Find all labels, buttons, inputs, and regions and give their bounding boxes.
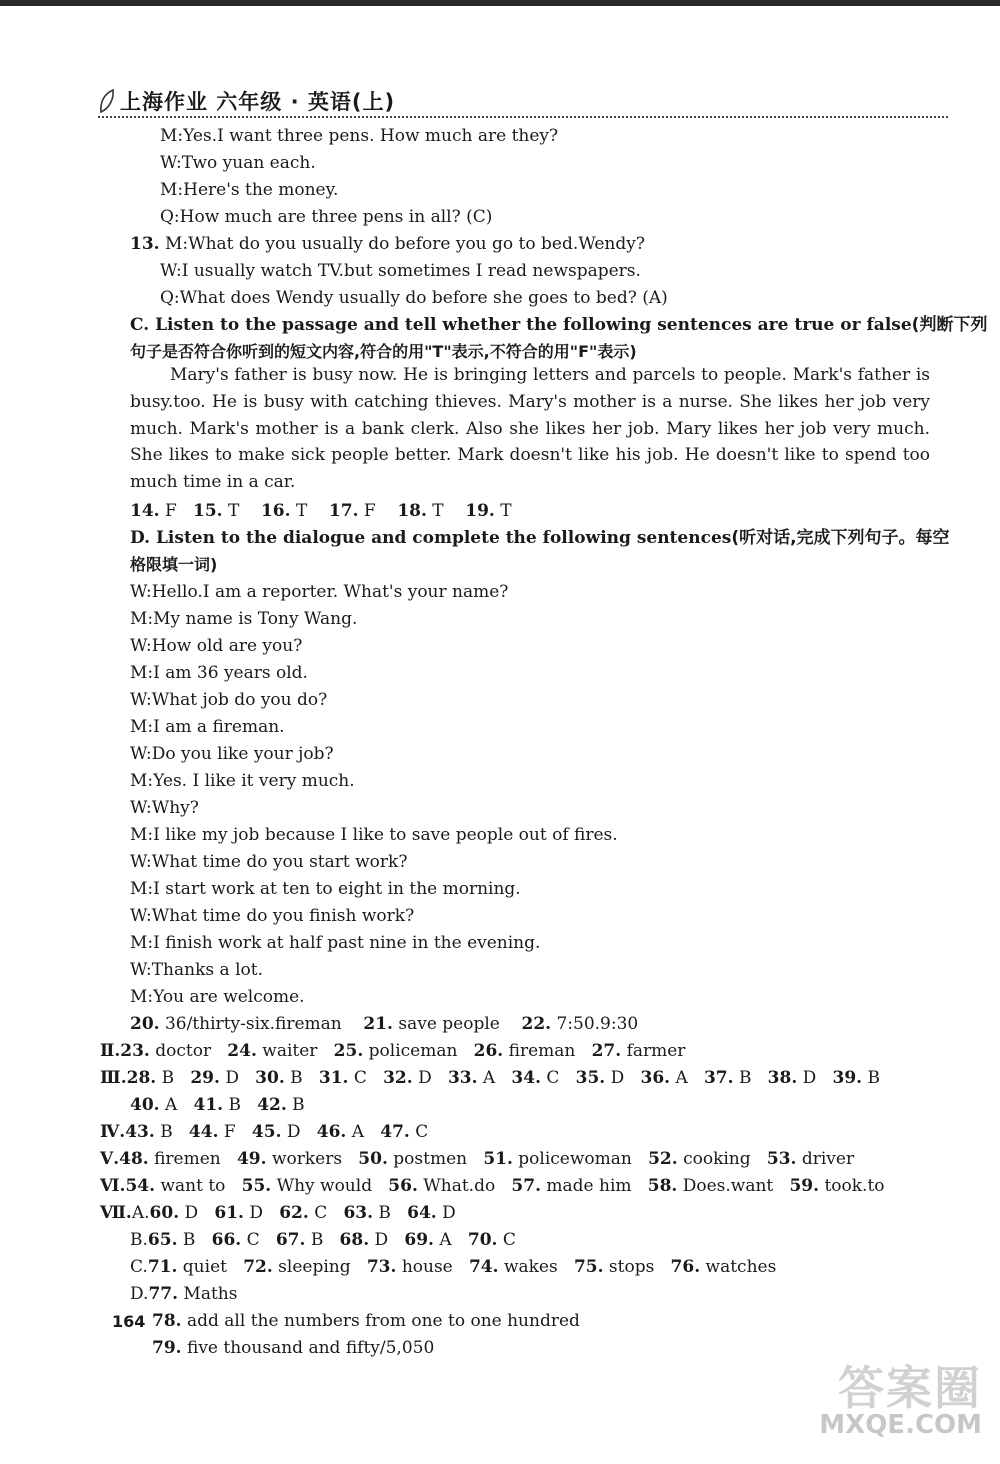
part-number: Ⅶ. bbox=[100, 1203, 132, 1223]
question-number: 35. bbox=[575, 1068, 606, 1088]
answer-value: C bbox=[546, 1068, 560, 1088]
question-number: 56. bbox=[388, 1176, 418, 1196]
part-v-answers bbox=[100, 1148, 854, 1170]
question-number: 79. bbox=[152, 1338, 182, 1358]
question-number: 61. bbox=[214, 1203, 244, 1223]
question-number: 16. bbox=[260, 501, 291, 521]
answer-value: Maths bbox=[183, 1284, 238, 1304]
answer-value: fireman bbox=[508, 1041, 576, 1061]
question-number: 38. bbox=[767, 1068, 798, 1088]
answer-value: D bbox=[184, 1203, 199, 1223]
question-number: 46. bbox=[316, 1122, 347, 1142]
answer-value: A bbox=[164, 1095, 178, 1115]
question-number: 14. bbox=[130, 501, 160, 521]
question-number: 34. bbox=[511, 1068, 541, 1088]
question-number: 30. bbox=[255, 1068, 285, 1088]
answer-value: B bbox=[867, 1068, 880, 1088]
question-number: 40. bbox=[130, 1095, 160, 1115]
question-number: 60. bbox=[149, 1203, 180, 1223]
question-number: 52. bbox=[648, 1149, 678, 1169]
question-number: 39. bbox=[832, 1068, 863, 1088]
question-number: 25. bbox=[333, 1041, 364, 1061]
answer-value: B bbox=[290, 1068, 303, 1088]
answer-value: 36/thirty-six.fireman bbox=[164, 1014, 342, 1034]
answer-value: C bbox=[246, 1230, 260, 1250]
question-number: 37. bbox=[703, 1068, 734, 1088]
answer-value: want to bbox=[160, 1176, 226, 1196]
dialogue-line: W:Why? bbox=[130, 798, 199, 818]
part-number: Ⅵ. bbox=[100, 1176, 126, 1196]
answer-value: policewoman bbox=[518, 1149, 632, 1169]
question-number: 64. bbox=[407, 1203, 437, 1223]
question-number: 57. bbox=[511, 1176, 541, 1196]
question-number: 74. bbox=[468, 1257, 499, 1277]
section-c-answers bbox=[130, 500, 512, 522]
answer-value: F bbox=[363, 501, 376, 521]
question-number: 36. bbox=[640, 1068, 671, 1088]
question-number: 17. bbox=[328, 501, 359, 521]
answer-value: B bbox=[378, 1203, 391, 1223]
answer-value: policeman bbox=[368, 1041, 458, 1061]
heading-english: C. Listen to the passage and tell whether the following sentences are true or false bbox=[130, 315, 912, 335]
answer-value: driver bbox=[801, 1149, 855, 1169]
question-number: 13. bbox=[130, 234, 160, 254]
question-number: 20. bbox=[130, 1014, 160, 1034]
dialogue-line: M:What do you usually do before you go to bed.Wendy? bbox=[164, 234, 645, 254]
question-number: 77. bbox=[148, 1284, 179, 1304]
question-number: 63. bbox=[343, 1203, 374, 1223]
passage-text: Mary's father is busy now. He is bringing letters and parcels to people. Mark's father is busy.too. He is busy with catching thieves. Mary's mother is a nurse. She likes her job very much. Mark's mother is a bank clerk. Also she likes her job. Mary likes her job very much. She likes to make sick people better. Mark doesn't like his job. He doesn't like to spend too much time in a car. bbox=[130, 365, 930, 493]
question-number: 71. bbox=[147, 1257, 178, 1277]
answer-value: B bbox=[161, 1068, 175, 1088]
answer-value: C bbox=[415, 1122, 429, 1142]
part-vii-c-answers bbox=[130, 1256, 776, 1278]
question-number: 45. bbox=[251, 1122, 282, 1142]
dialogue-line: W:What job do you do? bbox=[130, 690, 328, 710]
leaf-icon bbox=[98, 88, 116, 114]
answer-value: D bbox=[249, 1203, 263, 1223]
question-number: 69. bbox=[404, 1230, 434, 1250]
question-number: 54. bbox=[125, 1176, 156, 1196]
part-iii-answers-row2 bbox=[130, 1094, 305, 1116]
question-number: 32. bbox=[383, 1068, 413, 1088]
answer-value: A bbox=[439, 1230, 452, 1250]
answer-value: wakes bbox=[503, 1257, 558, 1277]
answer-value: sleeping bbox=[278, 1257, 351, 1277]
subpart-label: D. bbox=[130, 1284, 149, 1304]
answer-value: D bbox=[610, 1068, 625, 1088]
question-number: 15. bbox=[193, 501, 223, 521]
question-number: 31. bbox=[318, 1068, 349, 1088]
question-number: 50. bbox=[358, 1149, 388, 1169]
answer-value: D bbox=[374, 1230, 389, 1250]
answer-value: firemen bbox=[154, 1149, 221, 1169]
question-number: 49. bbox=[236, 1149, 267, 1169]
dialogue-line: W:Do you like your job? bbox=[130, 744, 334, 764]
answer-value: D bbox=[442, 1203, 456, 1223]
answer-value: T bbox=[500, 501, 512, 521]
question-number: 70. bbox=[467, 1230, 498, 1250]
answer-value: D bbox=[286, 1122, 301, 1142]
answer-value: C bbox=[502, 1230, 516, 1250]
question-number: 24. bbox=[227, 1041, 257, 1061]
question-number: 23. bbox=[120, 1041, 150, 1061]
part-vii-d-answer-78 bbox=[152, 1310, 580, 1332]
part-number: Ⅴ. bbox=[100, 1149, 120, 1169]
question-number: 44. bbox=[188, 1122, 219, 1142]
answer-value: A bbox=[482, 1068, 496, 1088]
section-d-answers bbox=[130, 1013, 638, 1035]
answer-value: F bbox=[223, 1122, 236, 1142]
question-number: 62. bbox=[279, 1203, 309, 1223]
part-vii-d-answer-77 bbox=[130, 1283, 237, 1305]
answer-value: Does.want bbox=[682, 1176, 774, 1196]
answer-value: Why would bbox=[276, 1176, 373, 1196]
part-iv-answers bbox=[100, 1121, 428, 1143]
answer-value: 7:50.9:30 bbox=[556, 1014, 639, 1034]
answer-value: T bbox=[432, 501, 444, 521]
question-number: 26. bbox=[473, 1041, 504, 1061]
dialogue-line: M:I finish work at half past nine in the evening. bbox=[130, 933, 541, 953]
dialogue-line: M:You are welcome. bbox=[130, 987, 305, 1007]
dialogue-line: W:Two yuan each. bbox=[160, 153, 316, 173]
question-number: 18. bbox=[397, 501, 427, 521]
answer-value: five thousand and fifty/5,050 bbox=[186, 1338, 435, 1358]
question-number: 29. bbox=[190, 1068, 220, 1088]
question-number: 55. bbox=[241, 1176, 272, 1196]
section-d-heading-cont: 格限填一词) bbox=[130, 555, 218, 574]
question-number: 21. bbox=[363, 1014, 393, 1034]
question-number: 27. bbox=[591, 1041, 622, 1061]
answer-value: D bbox=[225, 1068, 239, 1088]
section-d-heading bbox=[130, 527, 950, 549]
dialogue-line: W:What time do you finish work? bbox=[130, 906, 415, 926]
answer-value: B bbox=[310, 1230, 324, 1250]
answer-value: workers bbox=[271, 1149, 343, 1169]
section-c-heading-cont: 句子是否符合你听到的短文内容,符合的用"T"表示,不符合的用"F"表示) bbox=[130, 342, 637, 361]
watermark-text: 答案圈 bbox=[838, 1361, 982, 1415]
subpart-label: C. bbox=[130, 1257, 148, 1277]
question-number: 33. bbox=[447, 1068, 478, 1088]
question-number: 43. bbox=[125, 1122, 155, 1142]
answer-value: save people bbox=[398, 1014, 500, 1034]
question-number: 73. bbox=[366, 1257, 397, 1277]
answer-value: made him bbox=[546, 1176, 632, 1196]
answer-value: F bbox=[164, 501, 177, 521]
answer-value: D bbox=[418, 1068, 432, 1088]
part-vii-b-answers bbox=[130, 1229, 516, 1251]
question-number: 19. bbox=[465, 501, 495, 521]
dialogue-line: W:How old are you? bbox=[130, 636, 303, 656]
answer-value: C bbox=[353, 1068, 367, 1088]
answer-value: postmen bbox=[393, 1149, 468, 1169]
watermark-site: MXQE.COM bbox=[819, 1410, 982, 1440]
question-13 bbox=[130, 233, 645, 255]
dialogue-line: Q:How much are three pens in all? (C) bbox=[160, 207, 493, 227]
part-vi-answers bbox=[100, 1175, 885, 1197]
question-number: 42. bbox=[257, 1095, 287, 1115]
answer-value: A bbox=[351, 1122, 365, 1142]
question-number: 72. bbox=[243, 1257, 273, 1277]
answer-value: waiter bbox=[262, 1041, 318, 1061]
question-number: 76. bbox=[670, 1257, 701, 1277]
dialogue-line: Q:What does Wendy usually do before she goes to bed? (A) bbox=[160, 288, 668, 308]
dialogue-line: W:I usually watch TV.but sometimes I read newspapers. bbox=[160, 261, 641, 281]
header-rule bbox=[98, 116, 948, 118]
part-vii-a-answers bbox=[100, 1202, 456, 1224]
dialogue-line: W:What time do you start work? bbox=[130, 852, 408, 872]
answer-value: house bbox=[401, 1257, 453, 1277]
answer-value: farmer bbox=[626, 1041, 686, 1061]
question-number: 22. bbox=[521, 1014, 552, 1034]
answer-value: B bbox=[182, 1230, 196, 1250]
answer-value: doctor bbox=[155, 1041, 212, 1061]
dialogue-line: M:I am a fireman. bbox=[130, 717, 285, 737]
page-top-edge bbox=[0, 0, 1000, 6]
question-number: 47. bbox=[380, 1122, 410, 1142]
part-iii-answers-row1 bbox=[100, 1067, 880, 1089]
dialogue-line: W:Thanks a lot. bbox=[130, 960, 263, 980]
heading-chinese: (听对话,完成下列句子。每空 bbox=[731, 528, 950, 548]
question-number: 67. bbox=[275, 1230, 306, 1250]
subpart-label: A. bbox=[131, 1203, 150, 1223]
question-number: 41. bbox=[193, 1095, 224, 1115]
page-number: 164 bbox=[112, 1312, 146, 1331]
question-number: 68. bbox=[339, 1230, 370, 1250]
question-number: 51. bbox=[483, 1149, 513, 1169]
answer-value: C bbox=[314, 1203, 328, 1223]
site-watermark-logo bbox=[792, 1352, 982, 1452]
answer-value: B bbox=[738, 1068, 752, 1088]
question-number: 28. bbox=[126, 1068, 157, 1088]
question-number: 65. bbox=[147, 1230, 178, 1250]
page-header bbox=[98, 84, 948, 120]
part-ii-answers bbox=[100, 1040, 685, 1062]
question-number: 59. bbox=[789, 1176, 820, 1196]
answer-value: add all the numbers from one to one hundred bbox=[186, 1311, 580, 1331]
answer-value: D bbox=[802, 1068, 817, 1088]
dialogue-line: M:I like my job because I like to save people out of fires. bbox=[130, 825, 618, 845]
answer-value: stops bbox=[608, 1257, 655, 1277]
answer-value: quiet bbox=[182, 1257, 227, 1277]
answer-value: B bbox=[228, 1095, 241, 1115]
answer-value: T bbox=[227, 501, 240, 521]
answer-value: T bbox=[295, 501, 308, 521]
answer-value: B bbox=[160, 1122, 173, 1142]
dialogue-line: M:I start work at ten to eight in the morning. bbox=[130, 879, 521, 899]
question-number: 53. bbox=[766, 1149, 797, 1169]
question-number: 66. bbox=[211, 1230, 242, 1250]
question-number: 48. bbox=[119, 1149, 149, 1169]
heading-chinese: (判断下列 bbox=[911, 315, 988, 335]
dialogue-line: W:Hello.I am a reporter. What's your name? bbox=[130, 582, 509, 602]
part-number: Ⅲ. bbox=[100, 1068, 127, 1088]
answer-value: What.do bbox=[423, 1176, 496, 1196]
dialogue-line: M:Yes.I want three pens. How much are they? bbox=[160, 126, 559, 146]
dialogue-line: M:Here's the money. bbox=[160, 180, 339, 200]
dialogue-line: M:Yes. I like it very much. bbox=[130, 771, 355, 791]
part-vii-d-answer-79 bbox=[152, 1337, 434, 1359]
heading-english: D. Listen to the dialogue and complete the following sentences bbox=[130, 528, 732, 548]
question-number: 75. bbox=[573, 1257, 604, 1277]
answer-value: B bbox=[292, 1095, 305, 1115]
answer-value: A bbox=[675, 1068, 688, 1088]
section-c-heading bbox=[130, 314, 987, 336]
answer-value: watches bbox=[705, 1257, 777, 1277]
part-number: Ⅱ. bbox=[100, 1041, 121, 1061]
part-number: Ⅳ. bbox=[100, 1122, 126, 1142]
answer-value: took.to bbox=[824, 1176, 885, 1196]
answer-value: cooking bbox=[683, 1149, 751, 1169]
dialogue-line: M:I am 36 years old. bbox=[130, 663, 308, 683]
question-number: 78. bbox=[152, 1311, 182, 1331]
dialogue-line: M:My name is Tony Wang. bbox=[130, 609, 358, 629]
header-title: 上海作业 六年级 · 英语(上) bbox=[120, 90, 396, 114]
subpart-label: B. bbox=[130, 1230, 148, 1250]
question-number: 58. bbox=[647, 1176, 678, 1196]
